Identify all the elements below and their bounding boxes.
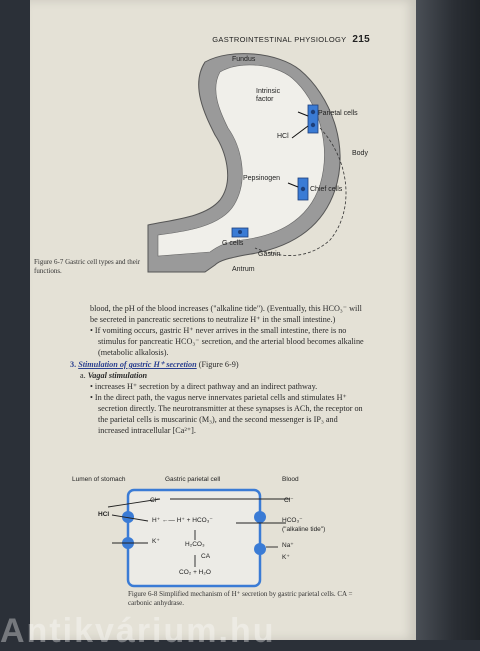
body-text xyxy=(70,303,370,436)
ion-k-left: K⁺ xyxy=(152,538,160,545)
ion-hco3-out: HCO₃⁻ xyxy=(282,517,303,524)
label-antrum: Antrum xyxy=(232,266,255,273)
subheading xyxy=(70,370,370,381)
molecule-co2-h2o: CO₂ + H₂O xyxy=(179,569,211,576)
label-pepsinogen: Pepsinogen xyxy=(243,175,280,182)
header-title: GASTROINTESTINAL PHYSIOLOGY xyxy=(212,35,347,44)
chief-cell-nucleus xyxy=(301,187,305,191)
molecule-h2co3: H₂CO₃ xyxy=(185,541,205,548)
label-lumen: Lumen of stomach xyxy=(72,476,126,483)
page-number: 215 xyxy=(352,34,370,45)
pump-right-top xyxy=(254,511,266,523)
stomach-figure xyxy=(30,50,416,290)
running-header xyxy=(200,34,370,45)
parietal-cell-nucleus-2 xyxy=(311,123,315,127)
ion-cl-left: Cl⁻ xyxy=(150,497,160,504)
label-intrinsic-factor: Intrinsic factor xyxy=(256,88,281,103)
subheading-letter: a. xyxy=(80,371,86,380)
label-parietal-cell: Gastric parietal cell xyxy=(165,476,221,483)
ion-hcl: HCl xyxy=(98,511,110,518)
parietal-cell-figure xyxy=(30,485,416,595)
book-edge xyxy=(416,0,480,640)
equation-h-hco3: H⁺ ←— H⁺ + HCO₃⁻ xyxy=(152,517,213,524)
section-title: Stimulation of gastric H⁺ secretion xyxy=(78,360,197,369)
label-blood: Blood xyxy=(282,476,299,483)
ion-k-right: K⁺ xyxy=(282,554,290,561)
paragraph-alkaline-tide: blood, the pH of the blood increases ("alkaline tide"). (Eventually, this HCO₃⁻ will be secreted in pancreatic secretions to neutralize H⁺ in the small intestine.) xyxy=(90,304,362,324)
label-hcl-top: HCl xyxy=(277,133,289,140)
pump-right-bottom xyxy=(254,543,266,555)
label-body: Body xyxy=(352,150,368,157)
bullet-increases: • increases H⁺ secretion by a direct pathway and an indirect pathway. xyxy=(90,382,318,391)
section-figure-ref: (Figure 6-9) xyxy=(198,360,239,369)
label-g-cells: G cells xyxy=(222,240,244,247)
section-heading xyxy=(70,359,370,370)
parietal-cell-nucleus-1 xyxy=(311,110,315,114)
label-parietal-cells: Parietal cells xyxy=(318,110,358,117)
ion-na: Na⁺ xyxy=(282,542,294,549)
section-number: 3. xyxy=(70,360,77,369)
watermark: Antikvárium.hu xyxy=(0,612,276,650)
enzyme-ca: CA xyxy=(201,553,211,560)
subheading-title: Vagal stimulation xyxy=(87,371,148,380)
bullet-direct-path: • In the direct path, the vagus nerve innervates parietal cells and stimulates H⁺ secretion directly. The neurotransmitter at these synapses is ACh, the receptor on the parietal cells is muscarinic (M₃), and the second messenger is IP₃ and increased intracellular [Ca²⁺]. xyxy=(90,393,363,435)
parietal-cell-box xyxy=(308,105,318,133)
label-gastrin: Gastrin xyxy=(258,251,281,258)
label-chief-cells: Chief cells xyxy=(310,186,343,193)
g-cell-nucleus xyxy=(238,230,242,234)
figure-6-8-caption: Figure 6-8 Simplified mechanism of H⁺ secretion by gastric parietal cells. CA = carbonic anhydrase. xyxy=(128,590,353,607)
label-fundus: Fundus xyxy=(232,56,256,63)
label-alkaline-tide: ("alkaline tide") xyxy=(282,526,326,533)
ion-cl-right: Cl⁻ xyxy=(284,497,294,504)
figure-6-7-caption: Figure 6-7 Gastric cell types and their functions. xyxy=(34,258,141,275)
bullet-vomiting: • If vomiting occurs, gastric H⁺ never arrives in the small intestine, there is no stimulus for pancreatic HCO₃⁻ secretion, and the arterial blood becomes alkaline (metabolic alkalosis). xyxy=(90,326,364,357)
